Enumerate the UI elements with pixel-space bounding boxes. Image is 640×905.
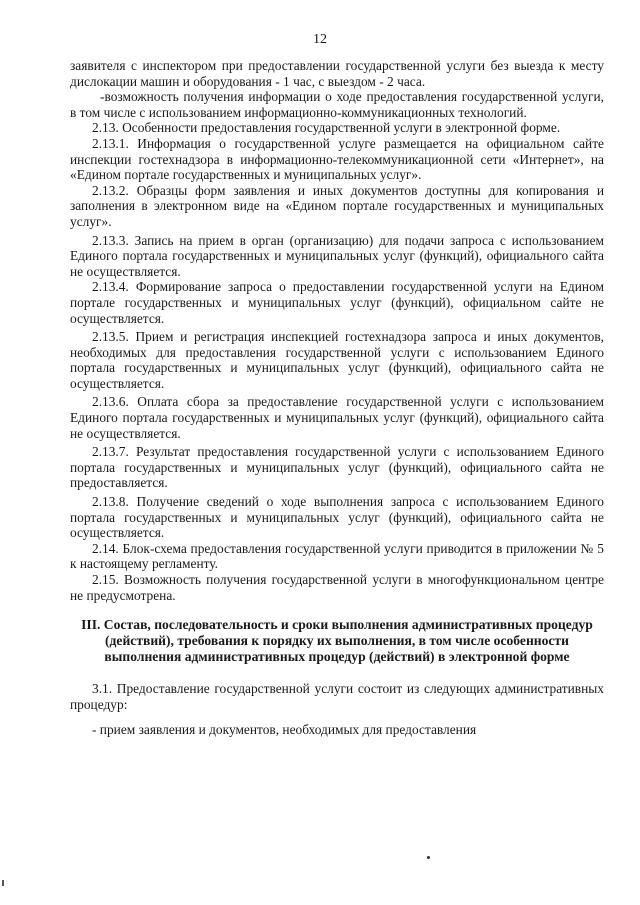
page-number: 12: [313, 32, 327, 47]
paragraph-2-13: 2.13. Особенности предоставления государственной услуги в электронной форме.: [92, 120, 561, 136]
section-heading: III. Состав, последовательность и сроки выполнения административных процедур (действий), требования к порядку их выполнения, в том числе особенности выполнения административных процедур (действий) в электронной форме: [81, 617, 593, 665]
scan-speck: [427, 856, 430, 859]
paragraph-2-13-1: 2.13.1. Информация о государственной услуге размещается на официальном сайте инспекции гостехнадзора в информационно-телекоммуникационной сети «Интернет», на «Едином портале государственных и муниципальных услуг».: [70, 135, 604, 183]
paragraph-2-13-8: 2.13.8. Получение сведений о ходе выполнения запроса с использованием Единого портала государственных и муниципальных услуг (функций), официального сайта не осуществляется.: [70, 494, 604, 541]
document-body: [70, 58, 604, 738]
paragraph-2-13-7: 2.13.7. Результат предоставления государственной услуги с использованием Единого портала государственных и муниципальных услуг (функций), официального сайта не предоставляется.: [70, 444, 604, 491]
paragraph-procedure-item: - прием заявления и документов, необходимых для предоставления: [92, 722, 477, 738]
paragraph-2-13-2: 2.13.2. Образцы форм заявления и иных документов доступны для копирования и заполнения в электронном виде на «Едином портале государственных и муниципальных услуг».: [70, 182, 604, 229]
paragraph-2-13-3: 2.13.3. Запись на прием в орган (организацию) для подачи запроса с использованием Единого портала государственных и муниципальных услуг (функций), официального сайта не осуществляется.: [70, 232, 604, 279]
paragraph-2-13-6: 2.13.6. Оплата сбора за предоставление государственной услуги с использованием Единого портала государственных и муниципальных услуг (функций), официального сайта не осуществляется.: [70, 394, 604, 441]
paragraph-2-14: 2.14. Блок-схема предоставления государственной услуги приводится в приложении № 5 к настоящему регламенту.: [70, 540, 604, 572]
paragraph-3-1: 3.1. Предоставление государственной услуги состоит из следующих административных процедур:: [70, 681, 604, 712]
paragraph-2-13-5: 2.13.5. Прием и регистрация инспекцией гостехнадзора запроса и иных документов, необходимых для предоставления государственной услуги с использованием Единого портала государственных и муниципальных услуг (функций), официального сайта не осуществляется.: [70, 329, 604, 391]
paragraph-continuation: заявителя с инспектором при предоставлении государственной услуги без выезда к месту дислокации машин и оборудования - 1 час, с выездом - 2 часа.: [70, 58, 604, 89]
paragraph-2-15: 2.15. Возможность получения государственной услуги в многофункциональном центре не предусмотрена.: [70, 572, 604, 603]
paragraph-2-13-4: 2.13.4. Формирование запроса о предоставлении государственной услуги на Едином портале государственных и муниципальных услуг (функций), официальном сайте не осуществляется.: [70, 279, 604, 326]
paragraph-info-possibility: -возможность получения информации о ходе предоставления государственной услуги, в том числе с использованием информационно-коммуникационных технологий.: [70, 89, 604, 120]
scan-speck: [2, 880, 4, 886]
